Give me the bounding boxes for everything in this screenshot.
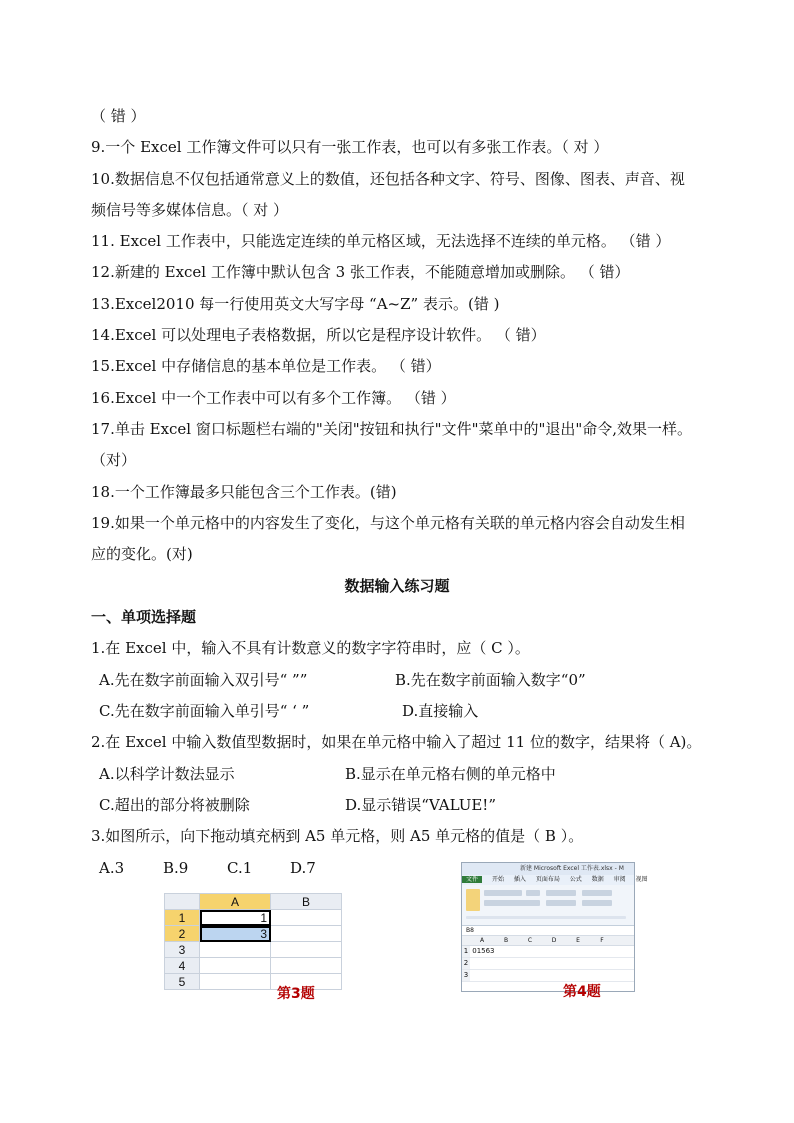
corner-cell [165,894,200,910]
q2-option-d: D.显示错误“VALUE!” [345,796,497,814]
figure-3-spreadsheet [164,893,344,995]
name-box: B8 [466,927,474,934]
q2-option-a: A.以科学计数法显示 [99,765,235,783]
col-c: C [527,937,533,944]
q1-option-c: C.先在数字前面输入单引号“ ‘ ” [99,702,310,720]
col-e: E [576,937,580,944]
excel-menu-bar [462,875,648,885]
question-17-line2: （对） [91,451,137,469]
q3-option-d: D.7 [290,859,316,877]
row-header-5: 5 [165,974,200,990]
column-headers [462,936,634,946]
menu-home: 开始 [491,876,504,883]
excel-title-bar: 新建 Microsoft Excel 工作表.xlsx - M [462,863,634,875]
row-header-4: 4 [165,958,200,974]
cell-a3 [200,942,271,958]
grid-row-1 [462,946,634,958]
question-17-line1: 17.单击 Excel 窗口标题栏右端的"关闭"按钮和执行"文件"菜单中的"退出"命令,效果一样。 [91,420,693,438]
figure-3-caption: 第3题 [277,986,315,1002]
subsection-title: 一、单项选择题 [91,608,197,626]
cell-a2: 3 [200,926,271,942]
column-header-a: A [200,894,271,910]
excel-ribbon [462,885,634,926]
align-icons [546,890,576,896]
q3-option-c: C.1 [227,859,253,877]
row-number-3: 3 [463,971,469,979]
q2-option-b: B.显示在单元格右侧的单元格中 [345,765,556,783]
row-number-2: 2 [463,959,469,967]
q3-option-b: B.9 [163,859,189,877]
section-title: 数据输入练习题 [344,577,450,595]
q3-option-a: A.3 [99,859,125,877]
indent-icons [546,900,576,906]
row-header-3: 3 [165,942,200,958]
question-11: 11. Excel 工作表中，只能选定连续的单元格区域，无法选择不连续的单元格。 （错 ） [91,232,671,250]
menu-review: 审阅 [613,876,626,883]
question-14: 14.Excel 可以处理电子表格数据，所以它是程序设计软件。 （ 错） [91,326,546,344]
file-tab: 文件 [462,876,482,883]
question-10-line2: 频信号等多媒体信息。（ 对 ） [91,201,289,219]
row-header-1: 1 [165,910,200,926]
column-header-b: B [271,894,342,910]
cell-a5 [200,974,271,990]
question-19-line2: 应的变化。(对) [91,545,193,563]
question-12: 12.新建的 Excel 工作簿中默认包含 3 张工作表，不能随意增加或删除。 （ 错） [91,263,630,281]
menu-page-layout: 页面布局 [535,876,560,883]
cell-a4 [200,958,271,974]
cell-b3 [271,942,342,958]
question-16: 16.Excel 中一个工作表中可以有多个工作簿。 （错 ） [91,389,456,407]
menu-formulas: 公式 [569,876,582,883]
menu-view: 视图 [635,876,648,883]
question-18: 18.一个工作簿最多只能包含三个工作表。(错) [91,483,397,501]
cell-a1: 1 [200,910,271,926]
mc-question-2: 2.在 Excel 中输入数值型数据时，如果在单元格中输入了超过 11 位的数字，结果将（ A)。 [91,733,702,751]
cell-b2 [271,926,342,942]
paste-icon [466,889,480,911]
menu-insert: 插入 [513,876,526,883]
question-13: 13.Excel2010 每一行使用英文大写字母 “A~Z” 表示。(错 ) [91,295,500,313]
font-size-box [526,890,540,896]
question-10-line1: 10.数据信息不仅包括通常意义上的数值，还包括各种文字、符号、图像、图表、声音、视 [91,170,685,188]
q1-option-a: A.先在数字前面输入双引号“ ”” [99,671,308,689]
menu-data: 数据 [591,876,604,883]
question-15: 15.Excel 中存储信息的基本单位是工作表。 （ 错） [91,357,441,375]
number-format-box [582,890,612,896]
row-number-1: 1 [463,947,469,955]
grid-row-3 [462,970,634,982]
question-19-line1: 19.如果一个单元格中的内容发生了变化，与这个单元格有关联的单元格内容会自动发生相 [91,514,685,532]
col-d: D [551,937,557,944]
formula-bar [462,926,634,936]
cell-a1-value: 01563 [472,947,495,955]
row-header-2: 2 [165,926,200,942]
figure-4-caption: 第4题 [563,984,601,1000]
cell-b4 [271,958,342,974]
figure-4-excel-window [461,862,648,992]
q2-option-c: C.超出的部分将被删除 [99,796,250,814]
question-9: 9.一个 Excel 工作簿文件可以只有一张工作表，也可以有多张工作表。（ 对 ） [91,138,609,156]
col-b: B [503,937,509,944]
mc-question-1: 1.在 Excel 中，输入不具有计数意义的数字字符串时，应（ C ）。 [91,639,530,657]
q1-option-d: D.直接输入 [402,702,479,720]
number-format-icons [582,900,612,906]
cell-b1 [271,910,342,926]
font-name-box [484,890,522,896]
mc-question-3: 3.如图所示，向下拖动填充柄到 A5 单元格，则 A5 单元格的值是（ B ）。 [91,827,584,845]
col-a: A [479,937,485,944]
grid-row-2 [462,958,634,970]
q1-option-b: B.先在数字前面输入数字“0” [395,671,586,689]
ribbon-group-labels [466,916,626,919]
answer-line-8: （ 错 ） [91,107,146,125]
font-format-icons [484,900,540,906]
col-f: F [600,937,604,944]
